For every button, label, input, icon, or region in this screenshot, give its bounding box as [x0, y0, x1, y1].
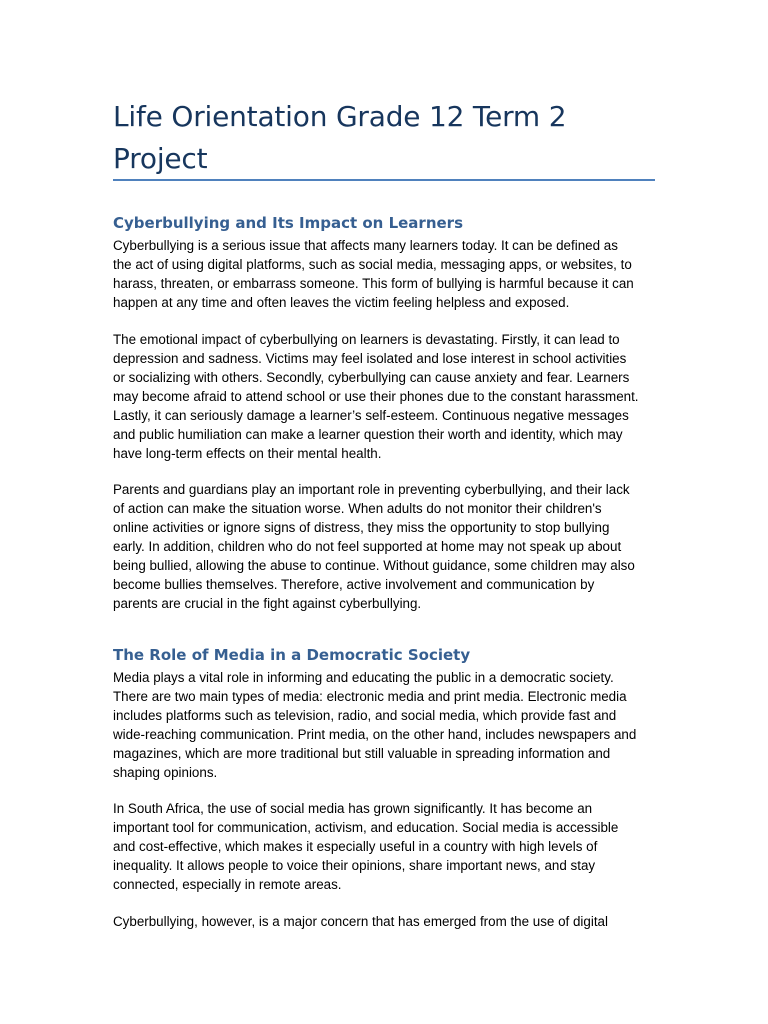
paragraph-line: have long-term effects on their mental health.	[113, 446, 382, 461]
title-underline-rule	[113, 179, 655, 181]
paragraph	[113, 799, 658, 894]
section-heading-media: The Role of Media in a Democratic Society	[113, 646, 471, 664]
paragraph-line: and cost-effective, which makes it especially useful in a country with high levels of	[113, 839, 598, 854]
paragraph-line: being bullied, allowing the abuse to continue. Without guidance, some children may also	[113, 558, 635, 573]
paragraph	[113, 912, 658, 931]
paragraph-line: early. In addition, children who do not feel supported at home may not speak up about	[113, 539, 622, 554]
paragraph-line: may become afraid to attend school or use their phones due to the constant harassment.	[113, 389, 639, 404]
paragraph-line: The emotional impact of cyberbullying on learners is devastating. Firstly, it can lead to	[113, 332, 620, 347]
paragraph-line: online activities or ignore signs of distress, they miss the opportunity to stop bullying	[113, 520, 610, 535]
document-title-line: Life Orientation Grade 12 Term 2	[113, 100, 567, 133]
paragraph-line: Parents and guardians play an important role in preventing cyberbullying, and their lack	[113, 482, 630, 497]
paragraph-line: become bullies themselves. Therefore, active involvement and communication by	[113, 577, 595, 592]
paragraph-line: parents are crucial in the fight against cyberbullying.	[113, 596, 422, 611]
paragraph-line: important tool for communication, activism, and education. Social media is accessible	[113, 820, 619, 835]
paragraph-line: In South Africa, the use of social media has grown significantly. It has become an	[113, 801, 593, 816]
paragraph-line: or socializing with others. Secondly, cyberbullying can cause anxiety and fear. Learners	[113, 370, 630, 385]
paragraph-line: of action can make the situation worse. When adults do not monitor their children's	[113, 501, 602, 516]
document-title-line: Project	[113, 142, 208, 175]
paragraph	[113, 668, 658, 782]
paragraph-line: harass, threaten, or embarrass someone. This form of bullying is harmful because it can	[113, 276, 634, 291]
paragraph-line: Media plays a vital role in informing and educating the public in a democratic society.	[113, 670, 614, 685]
paragraph-line: happen at any time and often leaves the victim feeling helpless and exposed.	[113, 295, 570, 310]
paragraph-line: Cyberbullying, however, is a major concern that has emerged from the use of digital	[113, 914, 608, 929]
paragraph-line: magazines, which are more traditional but still valuable in spreading information and	[113, 746, 611, 761]
paragraph-line: and public humiliation can make a learner question their worth and identity, which may	[113, 427, 623, 442]
paragraph-line: includes platforms such as television, radio, and social media, which provide fast and	[113, 708, 617, 723]
paragraph	[113, 330, 658, 463]
paragraph-line: Lastly, it can seriously damage a learner’s self-esteem. Continuous negative messages	[113, 408, 629, 423]
document-title	[113, 96, 658, 180]
paragraph-line: shaping opinions.	[113, 765, 218, 780]
paragraph-line: depression and sadness. Victims may feel isolated and lose interest in school activities	[113, 351, 627, 366]
section-heading-cyberbullying: Cyberbullying and Its Impact on Learners	[113, 214, 464, 232]
paragraph-line: wide-reaching communication. Print media, on the other hand, includes newspapers and	[113, 727, 637, 742]
paragraph-line: the act of using digital platforms, such as social media, messaging apps, or websites, to	[113, 257, 632, 272]
paragraph-line: inequality. It allows people to voice their opinions, share important news, and stay	[113, 858, 596, 873]
paragraph-line: connected, especially in remote areas.	[113, 877, 342, 892]
paragraph	[113, 480, 658, 613]
paragraph-line: Cyberbullying is a serious issue that affects many learners today. It can be defined as	[113, 238, 618, 253]
paragraph-line: There are two main types of media: electronic media and print media. Electronic media	[113, 689, 627, 704]
paragraph	[113, 236, 658, 312]
